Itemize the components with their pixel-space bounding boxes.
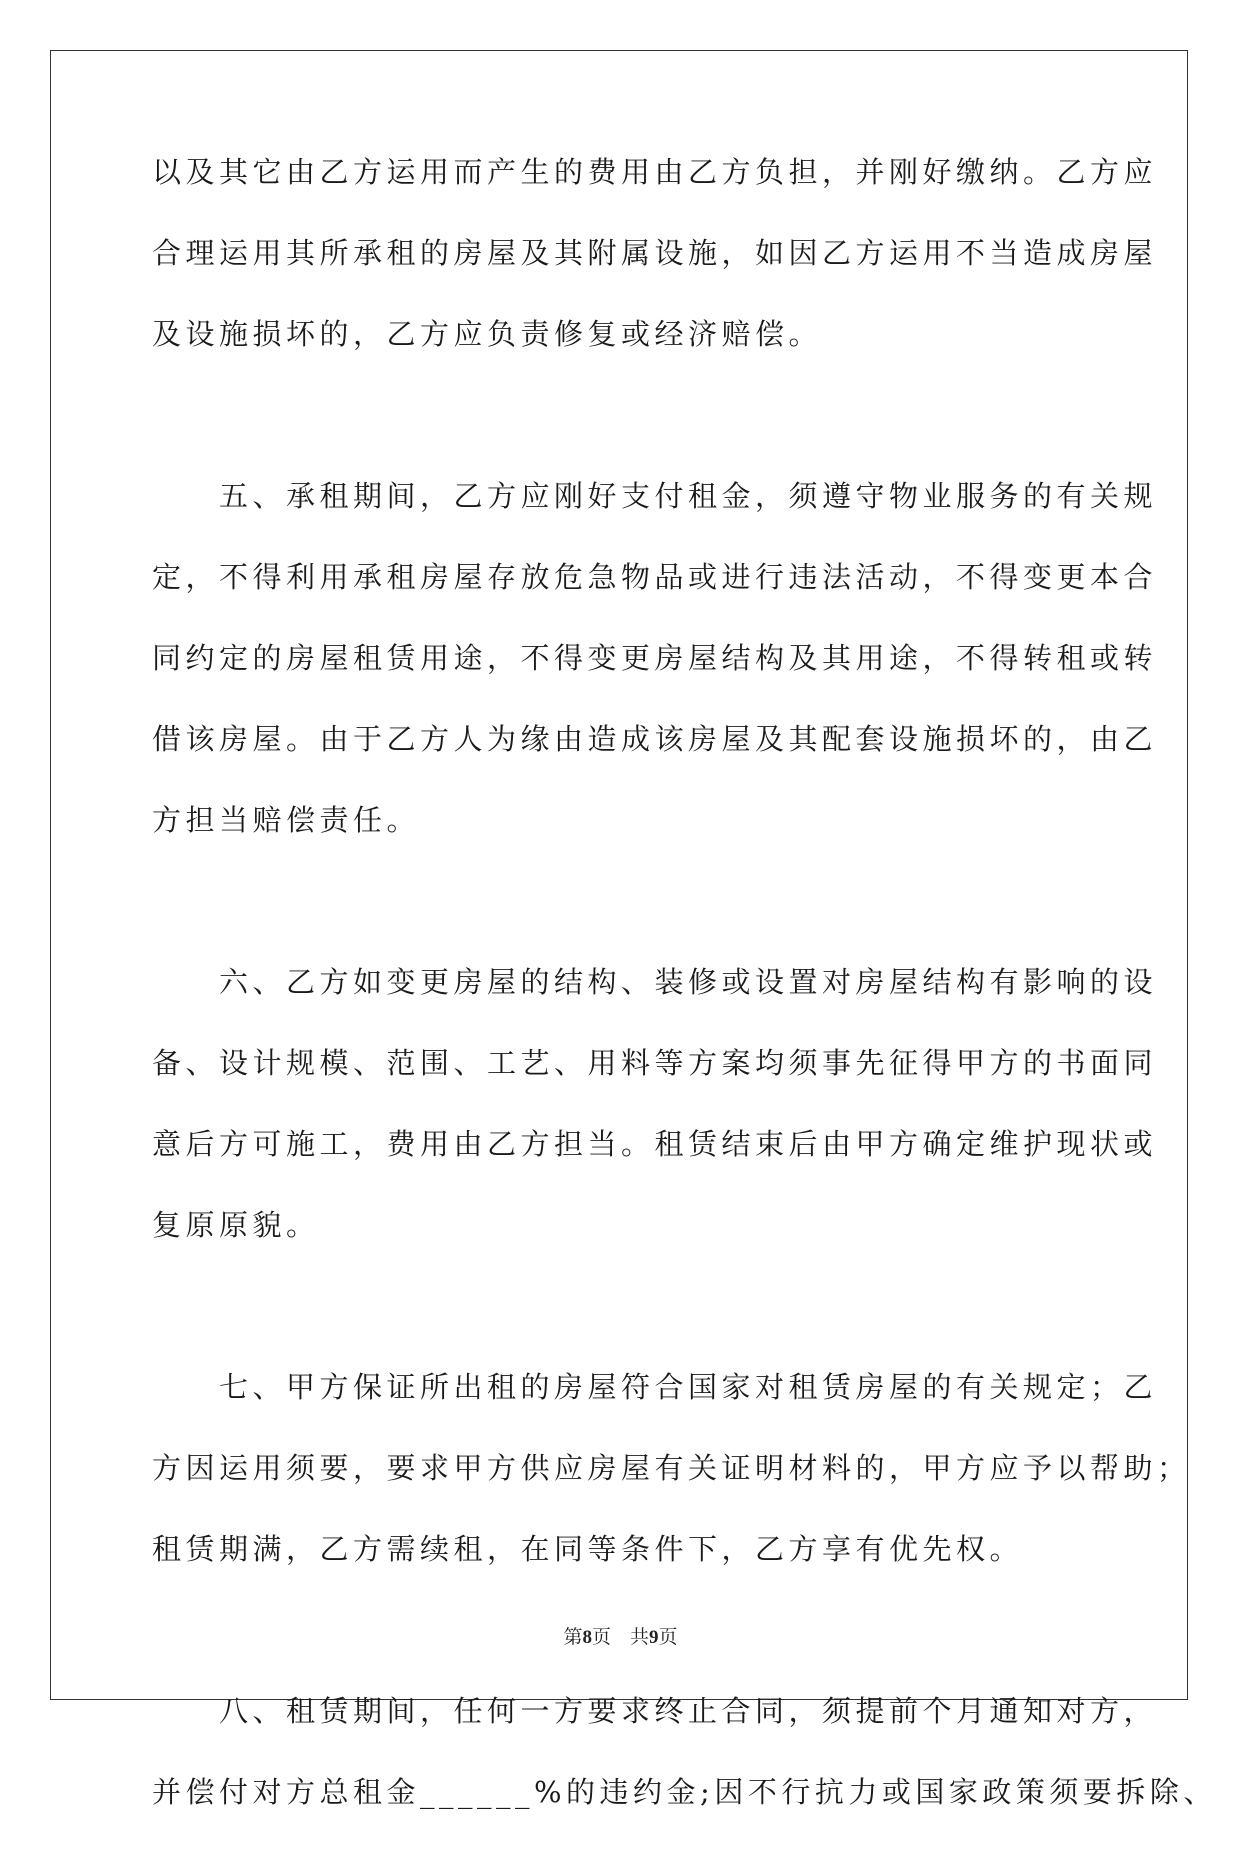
paragraph-gap bbox=[152, 401, 1092, 482]
text-line-5: 五、承租期间，乙方应刚好支付租金，须遵守物业服务的有关规 bbox=[152, 479, 1158, 513]
text-line-21: 并偿付对方总租金______%的违约金;因不行抗力或国家政策须要拆除、 bbox=[152, 1775, 1217, 1809]
text-line-3: 及设施损坏的，乙方应负责修复或经济赔偿。 bbox=[152, 317, 823, 351]
text-line-11: 六、乙方如变更房屋的结构、装修或设置对房屋结构有影响的设 bbox=[152, 965, 1158, 999]
text-line-12: 备、设计规模、范围、工艺、用料等方案均须事先征得甲方的书面同 bbox=[152, 1046, 1158, 1080]
text-line-17: 方因运用须要，要求甲方供应房屋有关证明材料的，甲方应予以帮助； bbox=[152, 1451, 1191, 1485]
text-line-2: 合理运用其所承租的房屋及其附属设施，如因乙方运用不当造成房屋 bbox=[152, 236, 1158, 270]
footer-suffix: 页 bbox=[658, 1626, 678, 1648]
text-line-16: 七、甲方保证所出租的房屋符合国家对租赁房屋的有关规定；乙 bbox=[152, 1370, 1158, 1404]
text-line-20: 八、租赁期间，任何一方要求终止合同，须提前个月通知对方， bbox=[152, 1694, 1158, 1728]
paragraph-gap bbox=[152, 1292, 1092, 1373]
footer-middle: 页 共 bbox=[591, 1626, 649, 1648]
document-body bbox=[152, 155, 1217, 1859]
text-line-14: 复原原貌。 bbox=[152, 1208, 320, 1242]
text-line-1: 以及其它由乙方运用而产生的费用由乙方负担，并刚好缴纳。乙方应 bbox=[152, 155, 1158, 189]
page-footer bbox=[0, 1622, 1241, 1649]
text-line-9: 方担当赔偿责任。 bbox=[152, 803, 421, 837]
text-line-8: 借该房屋。由于乙方人为缘由造成该房屋及其配套设施损坏的，由乙 bbox=[152, 722, 1158, 756]
text-line-7: 同约定的房屋租赁用途，不得变更房屋结构及其用途，不得转租或转 bbox=[152, 641, 1158, 675]
text-line-13: 意后方可施工，费用由乙方担当。租赁结束后由甲方确定维护现状或 bbox=[152, 1127, 1158, 1161]
current-page-number: 8 bbox=[582, 1627, 592, 1648]
total-page-number: 9 bbox=[649, 1627, 659, 1648]
paragraph-gap bbox=[152, 887, 1092, 968]
text-line-6: 定，不得利用承租房屋存放危急物品或进行违法活动，不得变更本合 bbox=[152, 560, 1158, 594]
footer-prefix: 第 bbox=[563, 1626, 583, 1648]
text-line-18: 租赁期满，乙方需续租，在同等条件下，乙方享有优先权。 bbox=[152, 1532, 1024, 1566]
